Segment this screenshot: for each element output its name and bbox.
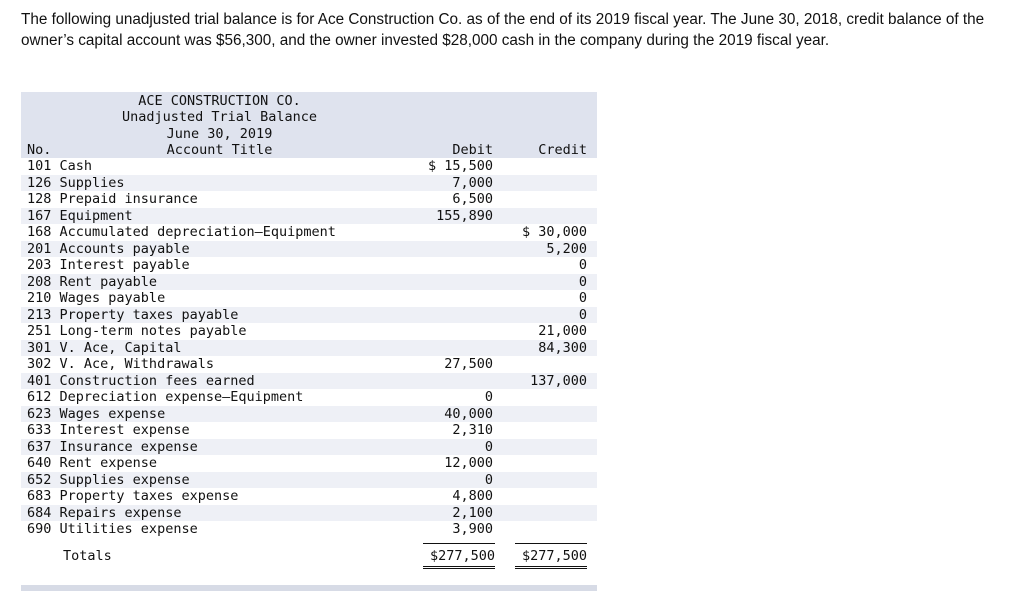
account-title: V. Ace, Capital: [59, 339, 182, 356]
credit-cell: 0: [578, 290, 587, 306]
account-number: 301: [27, 339, 52, 356]
table-row: [21, 389, 597, 406]
trial-balance-table: [21, 92, 597, 591]
account-number: 201: [27, 240, 52, 257]
total-credit: $277,500: [515, 543, 587, 569]
table-header: [21, 92, 597, 158]
account-label: [27, 389, 303, 406]
account-title: Equipment: [59, 207, 133, 224]
account-label: [27, 158, 92, 175]
account-number: 633: [27, 422, 52, 438]
total-debit: $277,500: [423, 543, 495, 569]
account-number: 126: [27, 174, 52, 191]
totals-row: [21, 543, 597, 571]
account-label: [27, 307, 238, 324]
account-number: 623: [27, 405, 52, 422]
account-number: 208: [27, 273, 52, 290]
account-title: Interest expense: [59, 422, 190, 438]
account-label: [27, 290, 165, 307]
table-row: [21, 340, 597, 357]
account-label: [27, 422, 190, 439]
account-title: Cash: [59, 158, 93, 174]
account-label: [27, 521, 198, 538]
account-title: Property taxes expense: [59, 488, 239, 504]
account-number: 101: [27, 158, 52, 174]
table-row: [21, 455, 597, 472]
column-debit: Debit: [452, 142, 493, 158]
account-number: 167: [27, 207, 52, 224]
table-row: [21, 488, 597, 505]
problem-intro: The following unadjusted trial balance is for Ace Construction Co. as of the end of its 2019 fiscal year. The June 30, 2018, credit balance of the owner’s capital account was $56,300, and the owner invested $28,000 cash in the company during the 2019 fiscal year.: [21, 11, 985, 49]
statement-title: Unadjusted Trial Balance: [121, 109, 318, 125]
table-row: [21, 472, 597, 489]
table-row: [21, 158, 597, 175]
credit-cell: 5,200: [546, 240, 587, 257]
debit-cell: 0: [484, 471, 493, 488]
account-number: 210: [27, 290, 52, 306]
account-title: Wages payable: [59, 290, 166, 306]
account-number: 612: [27, 389, 52, 405]
account-label: [27, 274, 157, 291]
account-label: [27, 455, 157, 472]
account-title: Supplies: [59, 174, 125, 191]
table-row: [21, 323, 597, 340]
column-account-title: Account Title: [166, 142, 273, 158]
account-number: 251: [27, 323, 52, 339]
account-number: 637: [27, 438, 52, 455]
account-label: [27, 191, 198, 208]
account-title: Property taxes payable: [59, 306, 239, 323]
account-number: 401: [27, 372, 52, 389]
table-row: [21, 241, 597, 258]
account-label: [27, 488, 238, 505]
statement-date: June 30, 2019: [166, 126, 273, 142]
debit-cell: 6,500: [452, 191, 493, 207]
account-label: [27, 340, 181, 357]
debit-cell: 3,900: [452, 521, 493, 537]
debit-cell: $ 15,500: [427, 158, 493, 174]
debit-cell: 2,100: [452, 504, 493, 521]
table-row: [21, 521, 597, 538]
table-row: [21, 373, 597, 390]
table-row: [21, 406, 597, 423]
account-label: [27, 505, 181, 522]
account-label: [27, 224, 336, 241]
table-row: [21, 356, 597, 373]
credit-cell: 21,000: [538, 323, 587, 339]
account-title: Repairs expense: [59, 504, 182, 521]
account-title: Wages expense: [59, 405, 166, 422]
table-footer-bar: [21, 585, 597, 591]
column-credit: Credit: [538, 142, 587, 158]
table-row: [21, 439, 597, 456]
table-row: [21, 422, 597, 439]
table-row: [21, 257, 597, 274]
account-number: 203: [27, 257, 52, 273]
account-title: V. Ace, Withdrawals: [59, 356, 214, 372]
credit-cell: 0: [578, 306, 587, 323]
account-title: Construction fees earned: [59, 372, 255, 389]
debit-cell: 4,800: [452, 488, 493, 504]
credit-cell: $ 30,000: [521, 224, 587, 240]
company-name: ACE CONSTRUCTION CO.: [138, 93, 301, 109]
account-number: 684: [27, 504, 52, 521]
credit-cell: 0: [578, 257, 587, 273]
credit-cell: 84,300: [538, 339, 587, 356]
account-label: [27, 406, 165, 423]
account-number: 690: [27, 521, 52, 537]
table-row: [21, 175, 597, 192]
account-label: [27, 439, 198, 456]
account-label: [27, 373, 255, 390]
account-number: 683: [27, 488, 52, 504]
account-number: 128: [27, 191, 52, 207]
account-number: 213: [27, 306, 52, 323]
account-title: Interest payable: [59, 257, 190, 273]
account-title: Prepaid insurance: [59, 191, 198, 207]
table-row: [21, 224, 597, 241]
debit-cell: 0: [484, 438, 493, 455]
column-number: No.: [27, 142, 52, 158]
account-number: 652: [27, 471, 52, 488]
debit-cell: 7,000: [452, 174, 493, 191]
account-label: [27, 472, 190, 489]
account-label: [27, 208, 133, 225]
account-title: Long-term notes payable: [59, 323, 247, 339]
table-row: [21, 191, 597, 208]
account-label: [27, 175, 125, 192]
account-title: Accumulated depreciation—Equipment: [59, 224, 336, 240]
account-label: [27, 241, 190, 258]
account-label: [27, 323, 246, 340]
account-rows: [21, 158, 597, 538]
table-row: [21, 505, 597, 522]
account-number: 640: [27, 455, 52, 471]
account-number: 302: [27, 356, 52, 372]
credit-cell: 137,000: [530, 372, 587, 389]
account-title: Rent expense: [59, 455, 158, 471]
account-title: Rent payable: [59, 273, 158, 290]
debit-cell: 12,000: [444, 455, 493, 471]
debit-cell: 2,310: [452, 422, 493, 438]
account-label: [27, 257, 190, 274]
account-label: [27, 356, 214, 373]
debit-cell: 155,890: [436, 207, 493, 224]
totals-label: Totals: [63, 547, 112, 564]
debit-cell: 27,500: [444, 356, 493, 372]
table-row: [21, 307, 597, 324]
account-number: 168: [27, 224, 52, 240]
debit-cell: 40,000: [444, 405, 493, 422]
account-title: Depreciation expense—Equipment: [59, 389, 304, 405]
debit-cell: 0: [484, 389, 493, 405]
account-title: Insurance expense: [59, 438, 198, 455]
account-title: Supplies expense: [59, 471, 190, 488]
account-title: Accounts payable: [59, 240, 190, 257]
credit-cell: 0: [578, 273, 587, 290]
table-row: [21, 274, 597, 291]
account-title: Utilities expense: [59, 521, 198, 537]
table-row: [21, 208, 597, 225]
table-row: [21, 290, 597, 307]
